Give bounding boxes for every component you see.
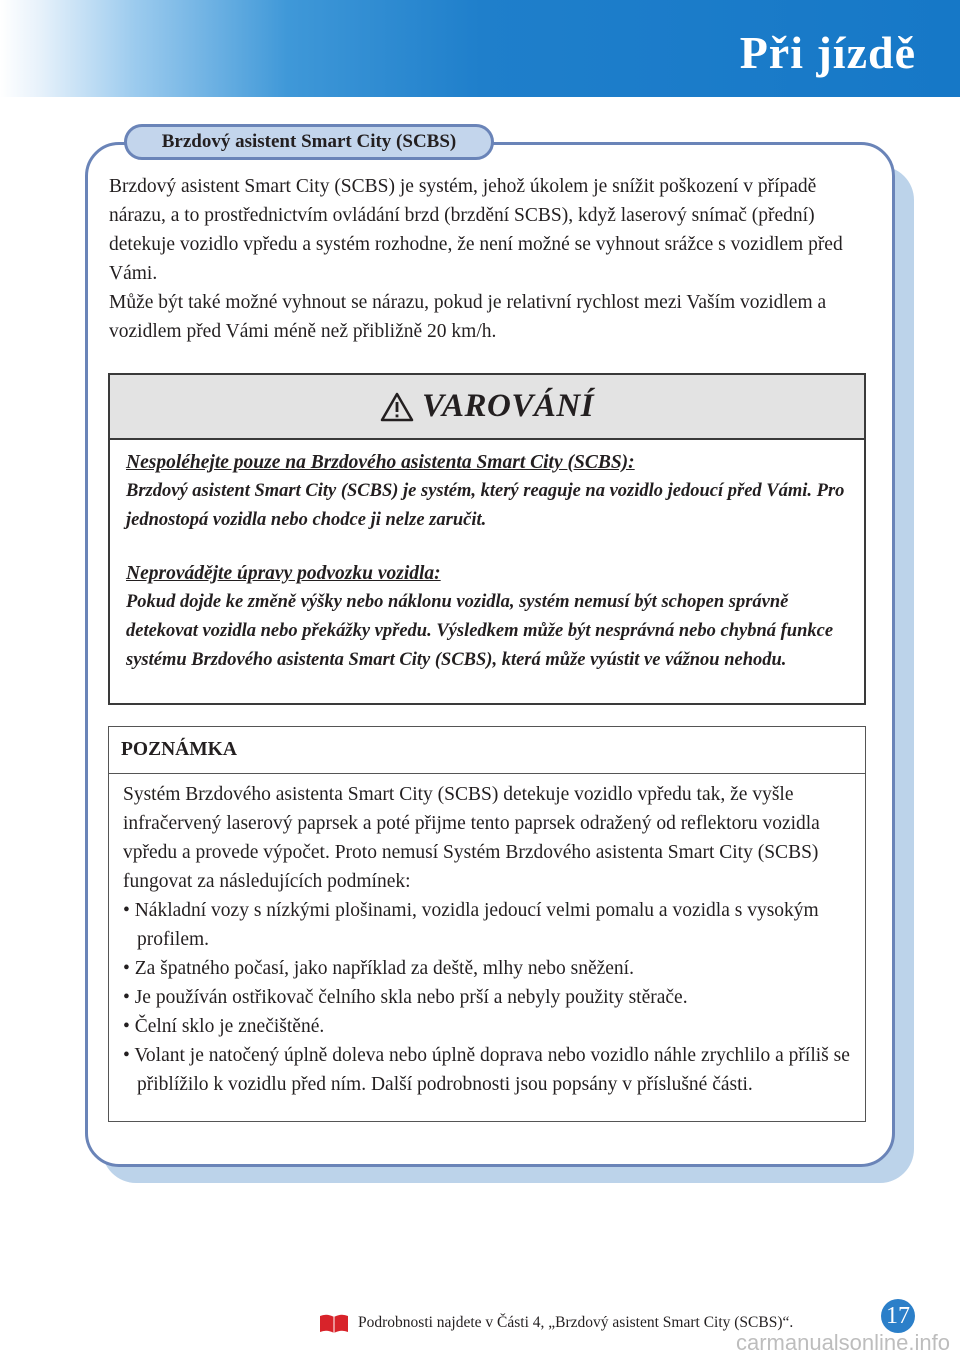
intro-paragraph-2: Může být také možné vyhnout se nárazu, pokud je relativní rychlost mezi Vaším vozidlem a vozidlem před Vámi méně než přibližně 20 km/h. [109, 292, 827, 342]
warning-heading-2: Neprovádějte úpravy podvozku vozidla: [126, 563, 441, 584]
warning-text-2: Pokud dojde ke změně výšky nebo náklonu vozidla, systém nemusí být schopen správně detekovat vozidla nebo překážky vpředu. Výsledkem může být nesprávná nebo chybná funkce systému Brzdového asistenta Smart City (SCBS), která může vyústit ve vážnou nehodu. [126, 592, 834, 670]
book-icon [318, 1312, 350, 1334]
section-tab: Brzdový asistent Smart City (SCBS) [124, 124, 494, 160]
note-list-item: • Čelní sklo je znečištěné. [123, 1012, 865, 1041]
warning-title: VAROVÁNÍ [421, 388, 595, 424]
note-list-item: • Volant je natočený úplně doleva nebo úplně doprava nebo vozidlo náhle zrychlilo a příliš se přiblížilo k vozidlu před ním. Další podrobnosti jsou popsány v příslušné části. [123, 1041, 865, 1099]
note-title: POZNÁMKA [109, 727, 865, 774]
intro-paragraph-1: Brzdový asistent Smart City (SCBS) je systém, jehož úkolem je snížit poškození v případě nárazu, a to prostřednictvím ovládání brzd (brzdění SCBS), když laserový snímač (přední) detekuje vozidlo vpředu a systém rozhodne, že není možné se vyhnout srážce s vozidlem před Vámi. [109, 176, 843, 284]
note-list [123, 896, 865, 1099]
note-list-item: • Je používán ostřikovač čelního skla nebo prší a nebyly použity stěrače. [123, 983, 865, 1012]
intro-text [109, 172, 869, 346]
note-body [109, 774, 865, 1099]
watermark: carmanualsonline.info [735, 1330, 950, 1355]
note-intro: Systém Brzdového asistenta Smart City (SCBS) detekuje vozidlo vpředu tak, že vyšle infračervený laserový paprsek a poté přijme tento paprsek odražený od reflektoru vozidla vpředu a provede výpočet. Proto nemusí Systém Brzdového asistenta Smart City (SCBS) fungovat za následujících podmínek: [123, 784, 820, 892]
warning-heading-1: Nespoléhejte pouze na Brzdového asistenta Smart City (SCBS): [126, 452, 635, 473]
footer-reference-text: Podrobnosti najdete v Části 4, „Brzdový asistent Smart City (SCBS)“. [358, 1314, 794, 1331]
page-title: Při jízdě [739, 27, 916, 78]
warning-body [110, 440, 864, 675]
note-list-item: • Za špatného počasí, jako například za deště, mlhy nebo sněžení. [123, 954, 865, 983]
warning-header [110, 375, 864, 440]
footer-reference [318, 1312, 793, 1334]
page-number-badge: 17 [881, 1299, 915, 1333]
warning-triangle-icon [380, 392, 414, 422]
note-list-item: • Nákladní vozy s nízkými plošinami, vozidla jedoucí velmi pomalu a vozidla s vysokým profilem. [123, 896, 865, 954]
note-box [108, 726, 866, 1122]
warning-text-1: Brzdový asistent Smart City (SCBS) je systém, který reaguje na vozidlo jedoucí před Vámi. Pro jednostopá vozidla nebo chodce ji nelze zaručit. [126, 481, 845, 530]
warning-box [108, 373, 866, 705]
